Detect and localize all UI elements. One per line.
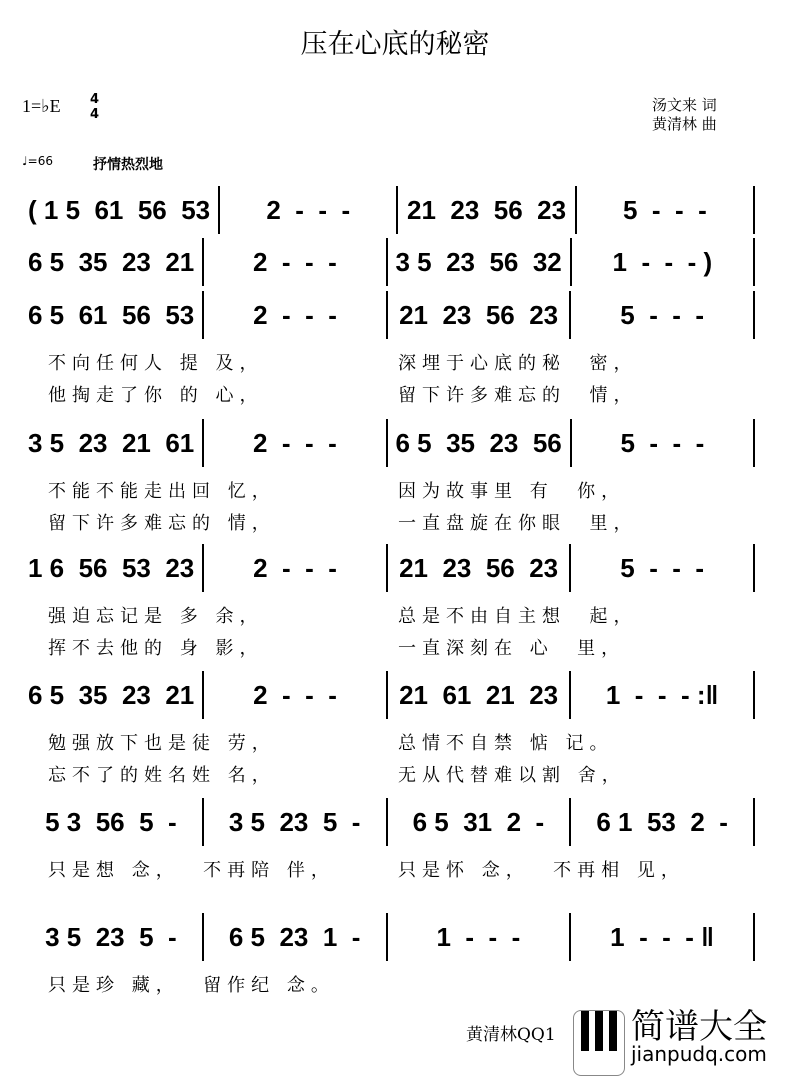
score-row: [20, 544, 755, 592]
measure: 5 - - -: [571, 291, 755, 339]
measure: 3 5 23 21 61: [20, 419, 204, 467]
measure: 5 - - -: [572, 419, 755, 467]
lyric-text: 不能不能走出回 忆，: [48, 481, 276, 502]
measure: 5 - - -: [571, 544, 755, 592]
lyric-text: 留下许多难忘的 情，: [48, 513, 276, 534]
measure: 1 - - - :‖: [571, 671, 755, 719]
lyric-line: [48, 477, 748, 503]
measure: 6 5 35 23 21: [20, 671, 204, 719]
lyric-line: [48, 509, 748, 535]
measure: 3 5 23 5 -: [20, 913, 204, 961]
lyric-text: 不向任何人 提 及，: [48, 353, 264, 374]
site-logo: [573, 1007, 785, 1078]
lyric-text: 无从代替难以割 舍，: [398, 765, 626, 786]
lyric-text: [398, 971, 748, 997]
measure: 21 23 56 23: [398, 186, 576, 234]
lyric-line: [48, 856, 748, 882]
lyric-text: 总情不自禁 惦 记。: [398, 733, 614, 754]
lyric-line: [48, 349, 748, 375]
lyric-text: 只是想 念， 不再陪 伴，: [48, 860, 335, 881]
key-signature: 1=♭E: [22, 96, 61, 116]
piano-keys-icon: [573, 1010, 625, 1076]
lyric-text: 因为故事里 有 你，: [398, 481, 626, 502]
lyric-line: [48, 729, 748, 755]
logo-cn: 简谱大全: [631, 1007, 767, 1047]
measure: 6 5 61 56 53: [20, 291, 204, 339]
measure: 2 - - -: [204, 544, 388, 592]
lyric-line: [48, 971, 748, 997]
measure: 6 1 53 2 -: [571, 798, 755, 846]
lyric-line: [48, 602, 748, 628]
lyricist: 汤文来 词: [652, 96, 717, 114]
lyric-line: [48, 381, 748, 407]
measure: 6 5 35 23 56: [388, 419, 572, 467]
measure: 21 61 21 23: [388, 671, 572, 719]
measure: 1 6 56 53 23: [20, 544, 204, 592]
measure: 3 5 23 56 32: [388, 238, 572, 286]
watermark: 黄清林QQ1: [466, 1025, 556, 1045]
measure: 2 - - -: [220, 186, 398, 234]
measure: 6 5 23 1 -: [204, 913, 388, 961]
lyric-text: 只是怀 念， 不再相 见，: [398, 860, 685, 881]
lyric-text: 留下许多难忘的 情，: [398, 385, 638, 406]
lyric-text: 只是珍 藏， 留作纪 念。: [48, 975, 335, 996]
lyric-text: 忘不了的姓名姓 名，: [48, 765, 276, 786]
measure: 21 23 56 23: [388, 544, 572, 592]
credits: [652, 96, 717, 134]
measure: 21 23 56 23: [388, 291, 572, 339]
measure: 1 - - - ): [572, 238, 755, 286]
measure: 6 5 31 2 -: [388, 798, 572, 846]
measure: 1 - - -: [388, 913, 572, 961]
lyric-line: [48, 634, 748, 660]
song-title: 压在心底的秘密: [300, 29, 490, 60]
measure: 2 - - -: [204, 238, 387, 286]
lyric-text: 一直深刻在 心 里，: [398, 638, 626, 659]
lyric-text: 勉强放下也是徒 劳，: [48, 733, 276, 754]
composer: 黄清林 曲: [652, 115, 717, 133]
measure: 5 - - -: [577, 186, 755, 234]
measure: 2 - - -: [204, 419, 387, 467]
lyric-text: 挥不去他的 身 影，: [48, 638, 264, 659]
lyric-text: 他掏走了你 的 心，: [48, 385, 264, 406]
time-bottom: 4: [90, 107, 100, 122]
measure: 2 - - -: [204, 291, 388, 339]
measure: 1 - - - ‖: [571, 913, 755, 961]
score-row: [20, 671, 755, 719]
lyric-text: 强迫忘记是 多 余，: [48, 606, 264, 627]
score-row: [20, 238, 755, 286]
lyric-text: 总是不由自主想 起，: [398, 606, 638, 627]
score-row: [20, 913, 755, 961]
measure: ( 1 5 61 56 53: [20, 186, 220, 234]
expression-mark: 抒情热烈地: [93, 157, 163, 173]
measure: 3 5 23 5 -: [204, 798, 388, 846]
score-row: [20, 419, 755, 467]
logo-en: jianpudq.com: [631, 1042, 767, 1066]
measure: 5 3 56 5 -: [20, 798, 204, 846]
score-row: [20, 291, 755, 339]
measure: 6 5 35 23 21: [20, 238, 204, 286]
score-row: [20, 186, 755, 234]
lyric-text: 深埋于心底的秘 密，: [398, 353, 638, 374]
time-top: 4: [90, 92, 100, 107]
tempo-mark: ♩=66: [22, 154, 53, 168]
lyric-line: [48, 761, 748, 787]
score-row: [20, 798, 755, 846]
lyric-text: 一直盘旋在你眼 里，: [398, 513, 638, 534]
time-signature: [90, 92, 99, 122]
measure: 2 - - -: [204, 671, 388, 719]
